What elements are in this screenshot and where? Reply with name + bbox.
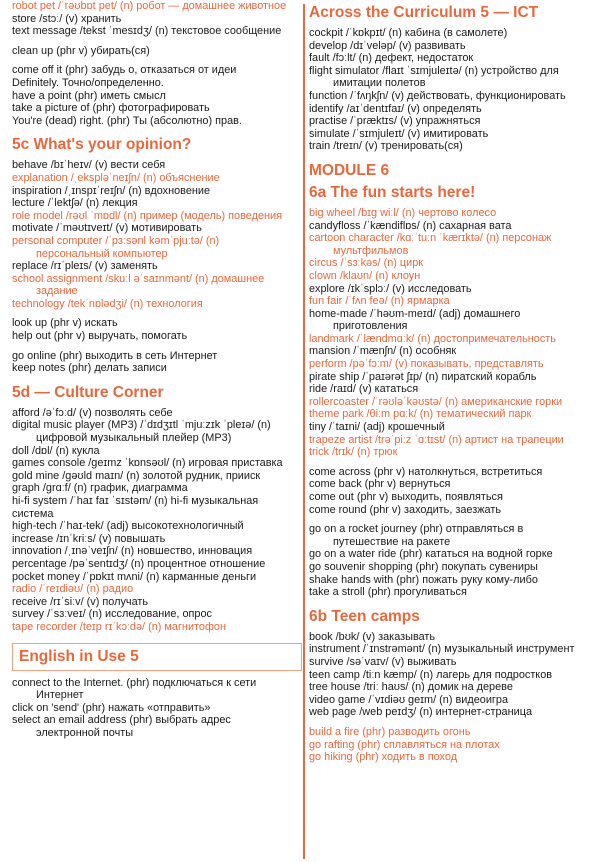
entry-text: take a stroll (phr) прогуливаться: [309, 586, 467, 599]
entry-text: gold mine /ɡəʊld maɪn/ (n) золотой рудник, прииск: [12, 469, 261, 482]
entry-text: You're (dead) right. (phr) Ты (абсолютно) прав.: [12, 114, 242, 127]
entry-text: store /stɔː/ (v) хранить: [12, 12, 122, 25]
vocab-entry: [309, 523, 599, 548]
vocab-entry: [12, 558, 302, 571]
vocab-entry: [309, 631, 599, 644]
vocab-entry: [309, 561, 599, 574]
vocab-entry: [309, 90, 599, 103]
entry-text: go hiking (phr) ходить в поход: [309, 751, 458, 764]
entry-text: games console /ɡeɪmz ˈkɒnsəʊl/ (n) игровая приставка: [12, 457, 283, 470]
vocab-entry: [309, 421, 599, 434]
spacer: [12, 310, 302, 317]
vocab-entry: [12, 185, 302, 198]
entry-text: go souvenir shopping (phr) покупать сувениры: [309, 560, 538, 573]
entry-text: have a point (phr) иметь смысл: [12, 89, 166, 102]
entry-text: identify /aɪˈdentɪfaɪ/ (v) определять: [309, 102, 482, 115]
entry-continuation: задание: [36, 285, 78, 298]
vocab-entry: [309, 128, 599, 141]
section-title: 6b Teen camps: [309, 607, 420, 625]
entry-text: doll /dɒl/ (n) кукла: [12, 444, 100, 457]
vocab-section: [309, 4, 599, 153]
vocab-entry: [12, 102, 302, 115]
entry-text: receive /rɪˈsiːv/ (v) получать: [12, 595, 149, 608]
entry-text: circus /ˈsɜːkəs/ (n) цирк: [309, 257, 424, 270]
entry-text: come off it (phr) забудь о, отказаться от идеи: [12, 64, 237, 77]
entry-text: go online (phr) выходить в сеть Интернет: [12, 349, 218, 362]
vocab-entry: [12, 482, 302, 495]
entry-text: digital music player (MP3) /ˈdɪdʒɪtl ˈmjuːzɪk ˈpleɪə/ (n): [12, 419, 271, 432]
entry-text: survey /ˈsɜːveɪ/ (n) исследование, опрос: [12, 608, 212, 621]
entry-text: look up (phr v) искать: [12, 317, 118, 330]
module-title: MODULE 6: [309, 161, 390, 179]
vocab-entry: [12, 520, 302, 533]
vocab-entry: [12, 298, 302, 311]
entry-continuation: Интернет: [36, 689, 84, 702]
entry-text: tiny /ˈtaɪni/ (adj) крошечный: [309, 421, 445, 434]
vocab-entry: [12, 172, 302, 185]
spacer: [309, 459, 599, 466]
left-column: [12, 0, 302, 749]
vocab-entry: [309, 257, 599, 270]
vocab-entry: [12, 13, 302, 26]
entry-text: pocket money /ˈpɒkɪt mʌni/ (n) карманные деньги: [12, 570, 257, 583]
entry-text: book /bʊk/ (v) заказывать: [309, 630, 436, 643]
vocab-entry: [12, 419, 302, 444]
entry-text: tree house /triː haʊs/ (n) домик на дереве: [309, 681, 513, 694]
vocab-entry: [309, 669, 599, 682]
vocab-entry: [12, 621, 302, 634]
entry-text: school assignment /skuːl əˈsaɪnmənt/ (n) домашнее: [12, 272, 265, 285]
entry-text: motivate /ˈməʊtɪveɪt/ (v) мотивировать: [12, 222, 202, 235]
vocab-entry: [309, 371, 599, 384]
entry-text: come across (phr v) натолкнуться, встретиться: [309, 465, 543, 478]
vocab-entry: [309, 726, 599, 739]
vocab-section: [12, 384, 302, 634]
spacer: [12, 343, 302, 350]
vocab-entry: [309, 586, 599, 599]
entry-text: come round (phr v) заходить, заезжать: [309, 503, 501, 516]
entry-text: explore /ɪkˈsplɔː/ (v) исследовать: [309, 282, 472, 295]
entry-text: home-made /ˈhəʊm-meɪd/ (adj) домашнего: [309, 307, 521, 320]
entry-text: role model /rəʊl ˈmɒdl/ (n) пример (модель) поведения: [12, 209, 283, 222]
vocab-entry: [12, 235, 302, 260]
entry-continuation: имитации полетов: [333, 77, 426, 90]
vocab-entry: [309, 358, 599, 371]
vocab-entry: [309, 434, 599, 447]
vocab-entry: [12, 222, 302, 235]
entry-text: click on 'send' (phr) нажать «отправить»: [12, 701, 211, 714]
entry-text: theme park /θiːm pɑːk/ (n) тематический парк: [309, 408, 532, 421]
entry-text: train /treɪn/ (v) тренировать(ся): [309, 140, 463, 153]
vocab-entry: [309, 408, 599, 421]
entry-text: go on a water ride (phr) кататься на водной горке: [309, 548, 553, 561]
entry-text: fun fair /ˈfʌn feə/ (n) ярмарка: [309, 295, 450, 308]
entry-text: fault /fɔːlt/ (n) дефект, недостаток: [309, 52, 474, 65]
spacer: [309, 516, 599, 523]
entry-continuation: приготовления: [333, 320, 408, 333]
vocab-entry: [309, 232, 599, 257]
entry-text: connect to the Internet. (phr) подключаться к сети: [12, 676, 257, 689]
vocab-entry: [12, 64, 302, 77]
vocab-entry: [309, 27, 599, 40]
vocab-entry: [12, 677, 302, 702]
vocab-entry: [12, 210, 302, 223]
vocab-entry: [12, 25, 302, 38]
vocab-entry: [309, 396, 599, 409]
vocab-entry: [12, 273, 302, 298]
entry-text: go on a rocket journey (phr) отправляться в: [309, 523, 524, 536]
entry-text: survive /səˈvaɪv/ (v) выживать: [309, 655, 457, 668]
entry-text: perform /pəˈfɔːm/ (v) показывать, представлять: [309, 358, 544, 371]
section-title: 5c What's your opinion?: [12, 136, 192, 154]
entry-continuation: мультфильмов: [333, 244, 409, 257]
vocab-entry: [12, 545, 302, 558]
entry-continuation: электронной почты: [36, 726, 134, 739]
entry-text: function /ˈfʌŋkʃn/ (v) действовать, функционировать: [309, 89, 566, 102]
vocab-section: [12, 0, 302, 127]
entry-text: radio /ˈreɪdiəʊ/ (n) радио: [12, 583, 134, 596]
vocab-entry: [309, 220, 599, 233]
vocab-entry: [12, 714, 302, 739]
entry-text: rollercoaster /ˈrəʊləˈkəʊstə/ (n) американские горки: [309, 395, 563, 408]
entry-text: trapeze artist /trəˈpiːz ˈɑːtɪst/ (n) артист на трапеции: [309, 433, 564, 446]
spacer: [12, 38, 302, 45]
entry-text: web page /web peɪdʒ/ (n) интернет-страница: [309, 706, 532, 719]
vocab-entry: [309, 751, 599, 764]
vocab-entry: [12, 45, 302, 58]
vocab-entry: [12, 571, 302, 584]
vocab-entry: [12, 350, 302, 363]
vocab-entry: [309, 40, 599, 53]
entry-text: simulate /ˈsɪmjuleɪt/ (v) имитировать: [309, 127, 489, 140]
entry-text: pirate ship /ˈpaɪərət ʃɪp/ (n) пиратский корабль: [309, 370, 537, 383]
vocab-entry: [309, 383, 599, 396]
vocab-entry: [309, 270, 599, 283]
vocab-entry: [309, 140, 599, 153]
entry-text: come back (phr v) вернуться: [309, 478, 451, 491]
entry-text: high-tech /ˈhaɪ-tek/ (adj) высокотехнологичный: [12, 520, 244, 533]
vocab-entry: [12, 0, 302, 13]
vocab-entry: [309, 739, 599, 752]
vocab-section: [309, 608, 599, 764]
section-title: Across the Curriculum 5 — ICT: [309, 4, 539, 21]
entry-text: flight simulator /flaɪt ˈsɪmjuleɪtə/ (n) устройство для: [309, 64, 559, 77]
vocab-entry: [309, 478, 599, 491]
entry-text: innovation /ˌɪnəˈveɪʃn/ (n) новшество, инновация: [12, 545, 253, 558]
entry-text: personal computer /ˈpɜːsənl kəmˈpjuːtə/ (n): [12, 234, 220, 247]
column-divider: [303, 4, 305, 859]
entry-text: help out (phr v) выручать, помогать: [12, 330, 188, 343]
vocab-entry: [309, 466, 599, 479]
section-title: 5d — Culture Corner: [12, 383, 164, 401]
entry-text: trick /trɪk/ (n) трюк: [309, 446, 398, 459]
vocab-section: [12, 643, 302, 740]
entry-text: build a fire (phr) разводить огонь: [309, 725, 471, 738]
vocab-entry: [309, 115, 599, 128]
vocab-entry: [12, 445, 302, 458]
vocab-entry: [309, 681, 599, 694]
vocab-entry: [12, 330, 302, 343]
entry-text: text message /tekst ˈmesɪdʒ/ (n) текстовое сообщение: [12, 25, 282, 38]
vocab-entry: [309, 295, 599, 308]
vocab-entry: [12, 90, 302, 103]
section-title: English in Use 5: [12, 643, 302, 671]
vocab-entry: [12, 457, 302, 470]
entry-text: percentage /pəˈsentɪdʒ/ (n) процентное отношение: [12, 557, 266, 570]
entry-text: cockpit /ˈkɒkpɪt/ (n) кабина (в самолете): [309, 27, 508, 39]
vocab-entry: [12, 159, 302, 172]
entry-text: go rafting (phr) сплавляться на плотах: [309, 738, 500, 751]
entry-text: Definitely. Точно/определенно.: [12, 76, 164, 89]
entry-text: big wheel /bɪɡ wiːl/ (n) чертово колесо: [309, 206, 497, 219]
entry-continuation: персональный компьютер: [36, 247, 168, 260]
entry-text: afford /əˈfɔːd/ (v) позволять себе: [12, 406, 173, 419]
entry-text: video game /ˈvɪdiəʊ ɡeɪm/ (n) видеоигра: [309, 693, 509, 706]
vocab-entry: [12, 702, 302, 715]
entry-continuation: путешествие на ракете: [333, 535, 451, 548]
entry-text: develop /dɪˈveləp/ (v) развивать: [309, 39, 466, 52]
vocab-entry: [309, 103, 599, 116]
vocab-entry: [12, 407, 302, 420]
entry-text: robot pet /ˈrəʊbɒt pet/ (n) робот — домашнее животное: [12, 0, 287, 12]
entry-text: teen camp /tiːn kæmp/ (n) лагерь для подростков: [309, 668, 553, 681]
vocab-section: [12, 136, 302, 375]
vocab-entry: [309, 504, 599, 517]
vocab-entry: [309, 207, 599, 220]
vocab-entry: [309, 491, 599, 504]
vocab-entry: [12, 317, 302, 330]
entry-text: inspiration /ˌɪnspɪˈreɪʃn/ (n) вдохновение: [12, 184, 211, 197]
vocab-entry: [309, 283, 599, 296]
entry-continuation: цифровой музыкальный плейер (MP3): [36, 432, 232, 445]
vocab-entry: [12, 77, 302, 90]
vocab-entry: [12, 470, 302, 483]
entry-text: select an email address (phr) выбрать адрес: [12, 714, 231, 727]
vocab-entry: [309, 446, 599, 459]
entry-text: clean up (phr v) убирать(ся): [12, 44, 150, 57]
entry-text: take a picture of (phr) фотографировать: [12, 102, 210, 115]
vocab-entry: [309, 643, 599, 656]
entry-text: explanation /ˌekspləˈneɪʃn/ (n) объяснение: [12, 171, 220, 184]
vocab-entry: [309, 52, 599, 65]
vocab-entry: [309, 333, 599, 346]
vocab-entry: [309, 574, 599, 587]
vocab-entry: [12, 608, 302, 621]
vocab-entry: [309, 694, 599, 707]
entry-text: graph /ɡrɑːf/ (n) график, диаграмма: [12, 482, 188, 495]
vocab-entry: [309, 548, 599, 561]
entry-text: replace /rɪˈpleɪs/ (v) заменять: [12, 260, 158, 273]
vocab-entry: [12, 596, 302, 609]
vocab-entry: [12, 495, 302, 520]
entry-text: clown /klaʊn/ (n) клоун: [309, 269, 421, 282]
entry-text: ride /raɪd/ (v) кататься: [309, 383, 419, 396]
vocab-entry: [309, 308, 599, 333]
entry-text: increase /ɪnˈkriːs/ (v) повышать: [12, 532, 166, 545]
entry-text: shake hands with (phr) пожать руку кому-либо: [309, 573, 538, 586]
entry-text: landmark /ˈlændmɑːk/ (n) достопримечательность: [309, 332, 556, 345]
vocab-entry: [12, 533, 302, 546]
vocab-entry: [12, 583, 302, 596]
spacer: [12, 57, 302, 64]
vocab-section: [309, 162, 599, 599]
entry-text: hi-fi system /ˈhaɪ faɪ ˈsɪstəm/ (n) hi-fi музыкальная система: [12, 495, 259, 520]
entry-text: candyfloss /ˈkændiflɒs/ (n) сахарная вата: [309, 219, 512, 232]
entry-text: instrument /ˈɪnstrəmənt/ (n) музыкальный инструмент: [309, 643, 575, 656]
vocab-entry: [309, 345, 599, 358]
entry-text: tape recorder /teɪp rɪˈkɔːdə/ (n) магнитофон: [12, 620, 226, 633]
vocab-entry: [309, 65, 599, 90]
vocab-entry: [12, 260, 302, 273]
entry-text: mansion /ˈmænʃn/ (n) особняк: [309, 345, 457, 358]
entry-text: technology /tekˈnɒlədʒi/ (n) технология: [12, 297, 203, 310]
entry-text: keep notes (phr) делать записи: [12, 362, 167, 375]
vocab-entry: [12, 197, 302, 210]
entry-text: come out (phr v) выходить, появляться: [309, 491, 503, 503]
vocab-entry: [309, 706, 599, 719]
right-column: [309, 0, 599, 773]
entry-text: practise /ˈpræktɪs/ (v) упражняться: [309, 115, 481, 128]
spacer: [309, 719, 599, 726]
entry-text: behave /bɪˈheɪv/ (v) вести себя: [12, 159, 166, 172]
vocab-entry: [12, 115, 302, 128]
section-title: 6a The fun starts here!: [309, 183, 476, 201]
entry-text: lecture /ˈlektʃə/ (n) лекция: [12, 197, 138, 210]
entry-text: cartoon character /kɑːˈtuːn ˈkærɪktə/ (n) персонаж: [309, 232, 552, 245]
vocab-entry: [309, 656, 599, 669]
vocab-entry: [12, 362, 302, 375]
